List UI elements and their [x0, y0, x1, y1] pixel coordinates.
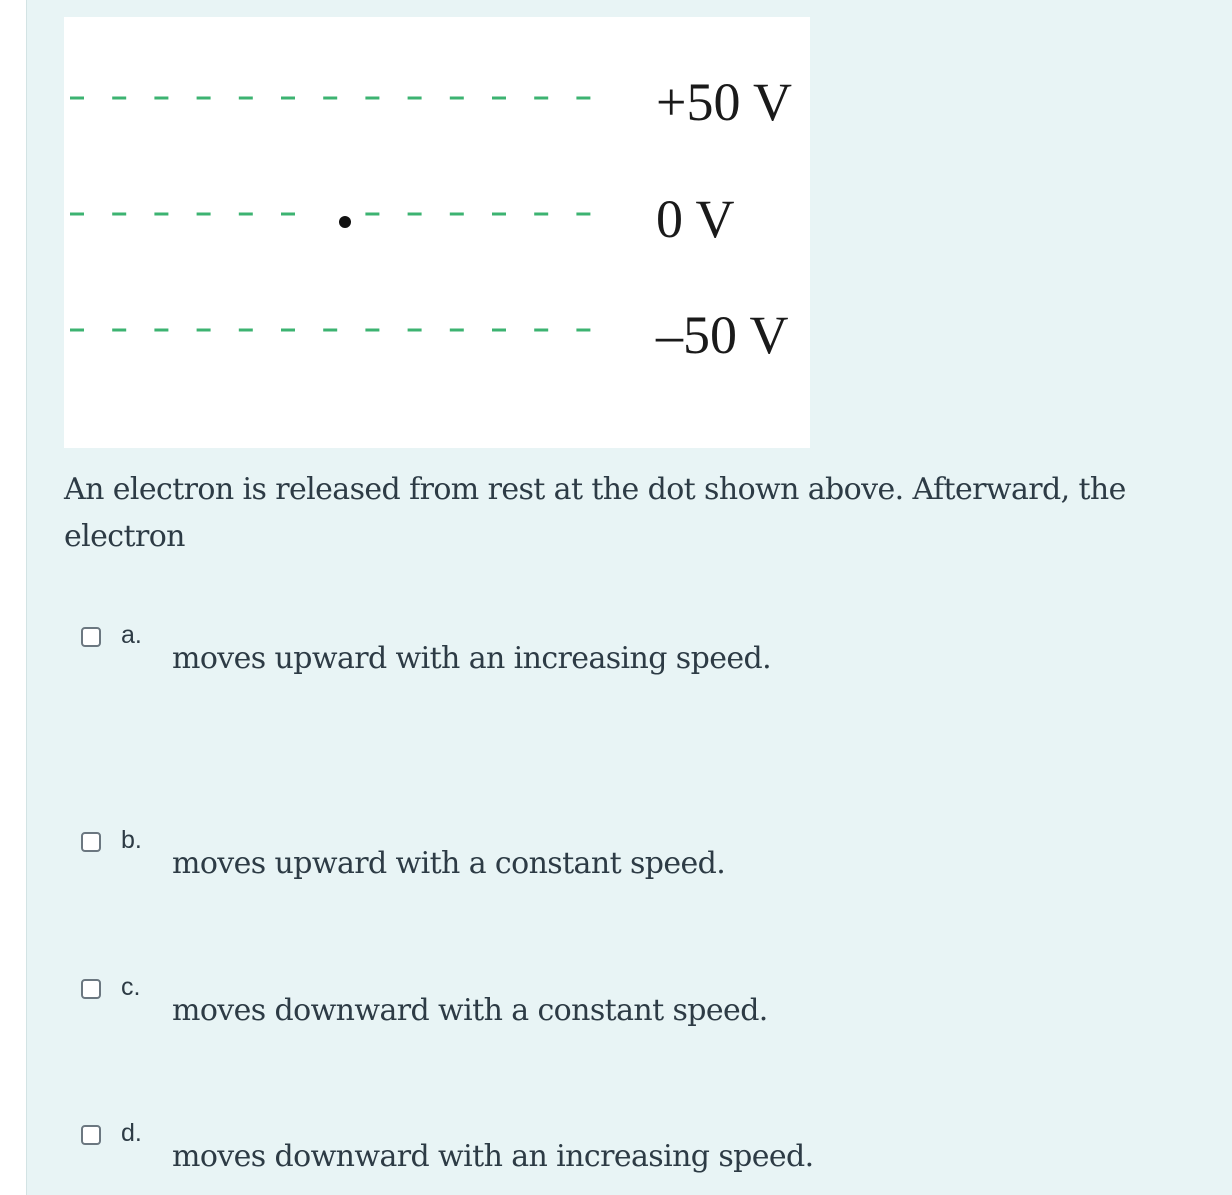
question-text: An electron is released from rest at the dot shown above. Afterward, the electron: [64, 472, 1126, 554]
label-plus-50v: +50 V: [656, 72, 792, 132]
option-d-letter: d.: [121, 1119, 142, 1147]
option-d-text[interactable]: moves downward with an increasing speed.: [172, 1139, 814, 1174]
option-a-letter: a.: [121, 621, 142, 649]
option-c-text[interactable]: moves downward with a constant speed.: [172, 993, 768, 1028]
question-panel: [26, 0, 1232, 1195]
option-c-checkbox[interactable]: [81, 979, 101, 999]
option-a[interactable]: [81, 621, 1181, 687]
label-minus-50v: –50 V: [656, 305, 789, 365]
equipotential-diagram: [64, 17, 810, 448]
option-b-checkbox[interactable]: [81, 832, 101, 852]
equipotential-figure: [64, 17, 810, 448]
option-d-checkbox[interactable]: [81, 1125, 101, 1145]
label-0v: 0 V: [656, 189, 735, 249]
equipotential-lines: [70, 98, 590, 330]
option-b-letter: b.: [121, 826, 142, 854]
option-b-text[interactable]: moves upward with a constant speed.: [172, 846, 726, 881]
option-a-text[interactable]: moves upward with an increasing speed.: [172, 641, 772, 676]
option-d[interactable]: [81, 1119, 1181, 1185]
option-c[interactable]: [81, 973, 1181, 1039]
electron-dot: [339, 216, 351, 228]
option-b[interactable]: [81, 826, 1181, 892]
option-a-checkbox[interactable]: [81, 627, 101, 647]
option-c-letter: c.: [121, 973, 141, 1001]
